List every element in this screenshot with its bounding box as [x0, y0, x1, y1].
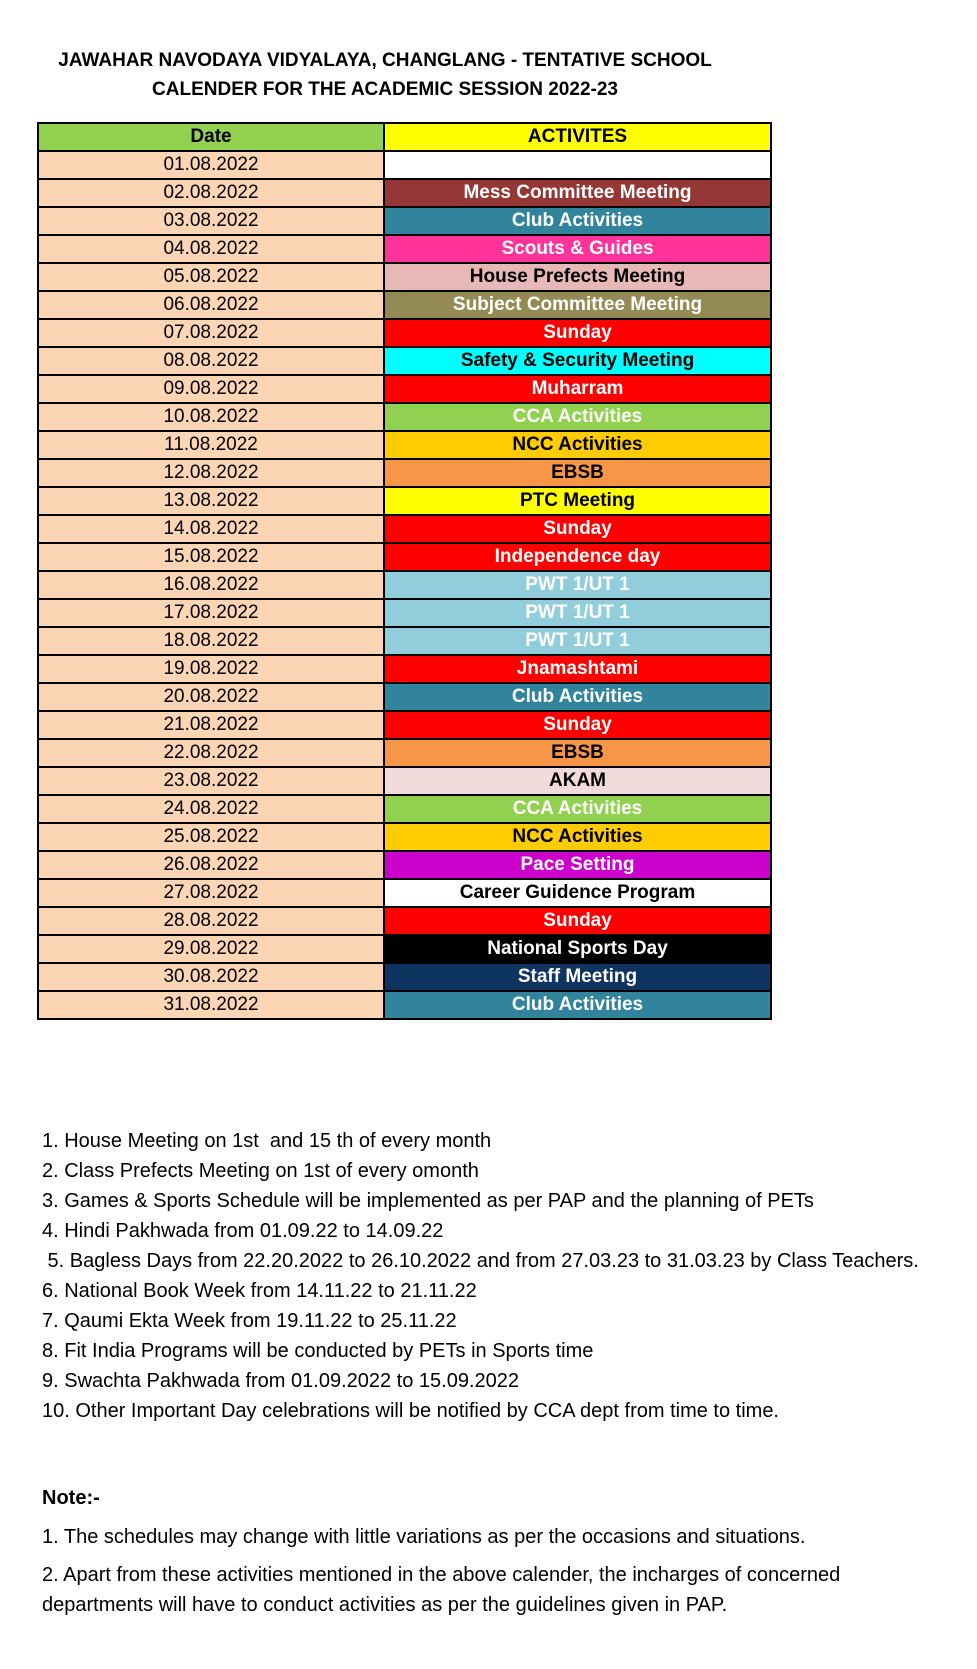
activity-cell: Subject Committee Meeting: [384, 291, 771, 319]
date-cell: 29.08.2022: [38, 935, 384, 963]
date-cell: 20.08.2022: [38, 683, 384, 711]
table-row: [38, 739, 771, 767]
activity-cell: Career Guidence Program: [384, 879, 771, 907]
remark-item: 1. The schedules may change with little variations as per the occasions and situations.: [42, 1526, 806, 1548]
date-cell: 30.08.2022: [38, 963, 384, 991]
table-row: [38, 655, 771, 683]
date-cell: 13.08.2022: [38, 487, 384, 515]
activity-cell: Club Activities: [384, 991, 771, 1019]
page-title-line-2: CALENDER FOR THE ACADEMIC SESSION 2022-23: [152, 79, 618, 100]
activity-cell: Jnamashtami: [384, 655, 771, 683]
table-row: [38, 403, 771, 431]
calendar-table: [37, 122, 772, 1020]
activity-cell: PWT 1/UT 1: [384, 627, 771, 655]
table-row: [38, 543, 771, 571]
activity-cell: Scouts & Guides: [384, 235, 771, 263]
table-header-row: [38, 123, 771, 151]
date-cell: 03.08.2022: [38, 207, 384, 235]
table-row: [38, 907, 771, 935]
activity-cell: CCA Activities: [384, 403, 771, 431]
table-row: [38, 795, 771, 823]
activity-cell: Muharram: [384, 375, 771, 403]
activity-cell: Club Activities: [384, 683, 771, 711]
activity-cell: House Prefects Meeting: [384, 263, 771, 291]
activity-cell: Pace Setting: [384, 851, 771, 879]
table-row: [38, 879, 771, 907]
date-cell: 16.08.2022: [38, 571, 384, 599]
date-cell: 09.08.2022: [38, 375, 384, 403]
table-row: [38, 459, 771, 487]
activity-cell: Sunday: [384, 711, 771, 739]
activity-cell: EBSB: [384, 459, 771, 487]
table-row: [38, 991, 771, 1019]
activity-cell: CCA Activities: [384, 795, 771, 823]
date-cell: 08.08.2022: [38, 347, 384, 375]
date-cell: 18.08.2022: [38, 627, 384, 655]
note-item: 9. Swachta Pakhwada from 01.09.2022 to 15.09.2022: [42, 1370, 520, 1392]
table-row: [38, 851, 771, 879]
note-item: 8. Fit India Programs will be conducted by PETs in Sports time: [42, 1340, 594, 1362]
table-row: [38, 291, 771, 319]
table-row: [38, 963, 771, 991]
date-cell: 31.08.2022: [38, 991, 384, 1019]
activity-cell: Club Activities: [384, 207, 771, 235]
table-row: [38, 711, 771, 739]
activity-cell: Independence day: [384, 543, 771, 571]
table-row: [38, 627, 771, 655]
table-row: [38, 207, 771, 235]
activity-cell: National Sports Day: [384, 935, 771, 963]
activity-cell: EBSB: [384, 739, 771, 767]
table-row: [38, 935, 771, 963]
activity-cell: Sunday: [384, 319, 771, 347]
activity-cell: PWT 1/UT 1: [384, 571, 771, 599]
table-row: [38, 179, 771, 207]
date-cell: 10.08.2022: [38, 403, 384, 431]
date-cell: 27.08.2022: [38, 879, 384, 907]
date-cell: 19.08.2022: [38, 655, 384, 683]
activity-cell: [384, 151, 771, 179]
date-cell: 06.08.2022: [38, 291, 384, 319]
notes-list: [42, 1126, 972, 1426]
date-cell: 21.08.2022: [38, 711, 384, 739]
table-row: [38, 683, 771, 711]
table-row: [38, 151, 771, 179]
table-row: [38, 515, 771, 543]
date-cell: 05.08.2022: [38, 263, 384, 291]
activity-cell: Sunday: [384, 515, 771, 543]
table-row: [38, 823, 771, 851]
table-row: [38, 431, 771, 459]
activity-cell: PWT 1/UT 1: [384, 599, 771, 627]
note-heading: Note:-: [42, 1487, 100, 1509]
date-cell: 28.08.2022: [38, 907, 384, 935]
note-item: 4. Hindi Pakhwada from 01.09.22 to 14.09.22: [42, 1220, 444, 1242]
activity-cell: Staff Meeting: [384, 963, 771, 991]
date-cell: 25.08.2022: [38, 823, 384, 851]
activity-cell: Safety & Security Meeting: [384, 347, 771, 375]
activity-cell: NCC Activities: [384, 823, 771, 851]
table-row: [38, 347, 771, 375]
activity-cell: Sunday: [384, 907, 771, 935]
table-row: [38, 767, 771, 795]
table-row: [38, 487, 771, 515]
date-cell: 15.08.2022: [38, 543, 384, 571]
date-cell: 01.08.2022: [38, 151, 384, 179]
activity-cell: PTC Meeting: [384, 487, 771, 515]
table-row: [38, 375, 771, 403]
date-column-header: Date: [38, 123, 384, 151]
note-item: 1. House Meeting on 1st and 15 th of every month: [42, 1130, 492, 1152]
activities-column-header: ACTIVITES: [384, 123, 771, 151]
note-item: 7. Qaumi Ekta Week from 19.11.22 to 25.11.22: [42, 1310, 457, 1332]
note-item: 10. Other Important Day celebrations will be notified by CCA dept from time to time.: [42, 1400, 779, 1422]
note-item: 3. Games & Sports Schedule will be implemented as per PAP and the planning of PETs: [42, 1190, 814, 1212]
date-cell: 12.08.2022: [38, 459, 384, 487]
table-row: [38, 599, 771, 627]
note-item: 2. Class Prefects Meeting on 1st of every omonth: [42, 1160, 479, 1182]
date-cell: 14.08.2022: [38, 515, 384, 543]
note-item: 5. Bagless Days from 22.20.2022 to 26.10.2022 and from 27.03.23 to 31.03.23 by Class Teachers.: [42, 1250, 919, 1272]
date-cell: 22.08.2022: [38, 739, 384, 767]
activity-cell: NCC Activities: [384, 431, 771, 459]
date-cell: 04.08.2022: [38, 235, 384, 263]
page-title-line-1: JAWAHAR NAVODAYA VIDYALAYA, CHANGLANG - TENTATIVE SCHOOL: [58, 50, 712, 71]
activity-cell: Mess Committee Meeting: [384, 179, 771, 207]
date-cell: 02.08.2022: [38, 179, 384, 207]
note-item: 6. National Book Week from 14.11.22 to 21.11.22: [42, 1280, 477, 1302]
date-cell: 26.08.2022: [38, 851, 384, 879]
date-cell: 11.08.2022: [38, 431, 384, 459]
table-row: [38, 263, 771, 291]
date-cell: 07.08.2022: [38, 319, 384, 347]
calendar-body: [38, 151, 771, 1019]
table-row: [38, 235, 771, 263]
activity-cell: AKAM: [384, 767, 771, 795]
remark-item: 2. Apart from these activities mentioned in the above calender, the incharges of concerned departments will have to conduct activities as per the guidelines given in PAP.: [42, 1564, 841, 1616]
date-cell: 23.08.2022: [38, 767, 384, 795]
remarks-list: [42, 1522, 932, 1628]
date-cell: 24.08.2022: [38, 795, 384, 823]
date-cell: 17.08.2022: [38, 599, 384, 627]
table-row: [38, 571, 771, 599]
table-row: [38, 319, 771, 347]
